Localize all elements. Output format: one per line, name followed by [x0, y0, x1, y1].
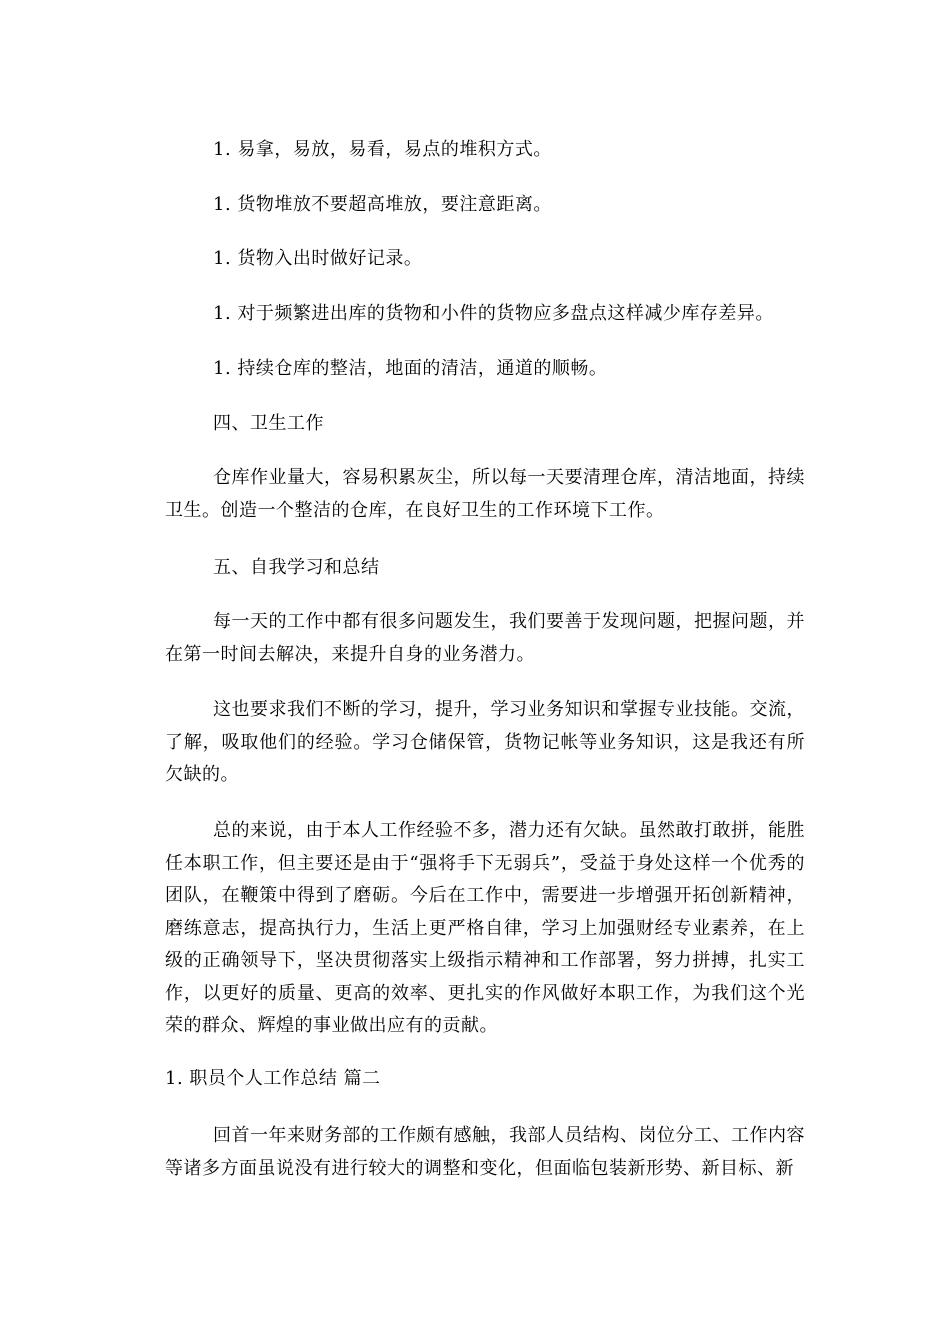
list-item: 1. 对于频繁进出库的货物和小件的货物应多盘点这样减少库存差异。: [213, 303, 774, 324]
list-item: 1. 持续仓库的整洁，地面的清洁，通道的顺畅。: [213, 358, 608, 379]
paragraph: 每一天的工作中都有很多问题发生，我们要善于发现问题，把握问题，并在第一时间去解决，来提升自身的业务潜力。: [165, 611, 805, 665]
list-item: 1. 货物堆放不要超高堆放，要注意距离。: [213, 194, 552, 215]
paragraph: 回首一年来财务部的工作颇有感触，我部人员结构、岗位分工、工作内容等诸多方面虽说没有进行较大的调整和变化，但面临包装新形势、新目标、新: [165, 1125, 805, 1179]
paragraph: 仓库作业量大，容易积累灰尘，所以每一天要清理仓库，清洁地面，持续卫生。创造一个整洁的仓库，在良好卫生的工作环境下工作。: [165, 467, 805, 521]
list-item: 1. 易拿，易放，易看，易点的堆积方式。: [213, 139, 552, 160]
paragraph: 总的来说，由于本人工作经验不多，潜力还有欠缺。虽然敢打敢拼，能胜任本职工作，但主要还是由于“强将手下无弱兵”，受益于身处这样一个优秀的团队，在鞭策中得到了磨砺。今后在工作中，需要进一步增强开拓创新精神，磨练意志，提高执行力，生活上更严格自律，学习上加强财经专业素养，在上级的正确领导下，坚决贯彻落实上级指示精神和工作部署，努力拼搏，扎实工作，以更好的质量、更高的效率、更扎实的作风做好本职工作，为我们这个光荣的群众、辉煌的事业做出应有的贡献。: [165, 820, 805, 1036]
section-heading: 五、自我学习和总结: [213, 557, 380, 578]
section-heading: 四、卫生工作: [213, 413, 324, 434]
part-heading: 1. 职员个人工作总结 篇二: [165, 1068, 381, 1089]
list-item: 1. 货物入出时做好记录。: [213, 248, 423, 269]
paragraph: 这也要求我们不断的学习，提升，学习业务知识和掌握专业技能。交流，了解，吸取他们的经验。学习仓储保管，货物记帐等业务知识，这是我还有所欠缺的。: [165, 699, 805, 785]
